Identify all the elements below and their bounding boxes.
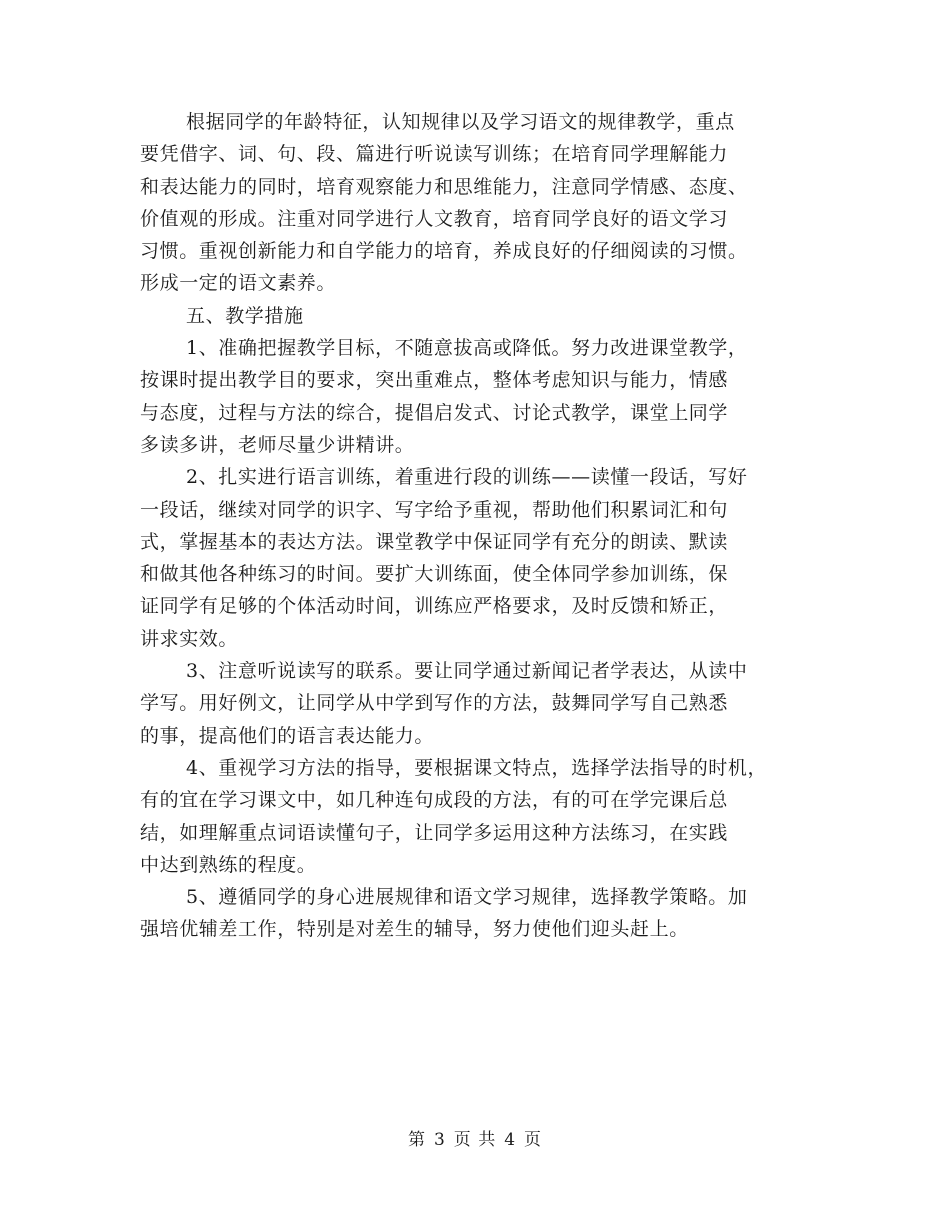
text-line: 3、注意听说读写的联系。要让同学通过新闻记者学表达，从读中 [186,660,748,683]
text-line: 2、扎实进行语言训练，着重进行段的训练——读懂一段话，写好 [186,466,748,489]
current-page-number: 3 [433,1130,446,1150]
text-line: 价值观的形成。注重对同学进行人文教育，培育同学良好的语文学习 [140,207,729,230]
text-line: 根据同学的年龄特征，认知规律以及学习语文的规律教学，重点 [186,111,735,133]
text-line: 的事，提高他们的语言表达能力。 [140,724,435,747]
text-line: 和做其他各种练习的时间。要扩大训练面，使全体同学参加训练，保 [140,563,729,586]
text-line: 和表达能力的同时，培育观察能力和思维能力，注意同学情感、态度、 [140,175,748,198]
text-line: 4、重视学习方法的指导，要根据课文特点，选择学法指导的时机， [186,756,768,779]
text-line: 证同学有足够的个体活动时间，训练应严格要求，及时反馈和矫正， [140,595,729,618]
text-line: 中达到熟练的程度。 [140,853,317,876]
text-line: 按课时提出教学目的要求，突出重难点，整体考虑知识与能力，情感 [140,369,729,392]
paragraph-measure-3 [140,655,812,752]
text-line: 多读多讲，老师尽量少讲精讲。 [140,433,415,456]
text-line: 与态度，过程与方法的综合，提倡启发式、讨论式教学，课堂上同学 [140,401,729,424]
text-line: 讲求实效。 [140,627,239,650]
text-line: 强培优辅差工作，特别是对差生的辅导，努力使他们迎头赶上。 [140,918,689,941]
paragraph-measure-4 [140,752,812,881]
text-line: 形成一定的语文素养。 [140,272,337,295]
page-label-mid: 页 共 [453,1130,497,1150]
text-line: 一段话，继续对同学的识字、写字给予重视，帮助他们积累词汇和句 [140,498,729,521]
text-line: 结，如理解重点词语读懂句子，让同学多运用这种方法练习，在实践 [140,821,729,844]
text-line: 1、准确把握教学目标，不随意拔高或降低。努力改进课堂教学， [186,337,748,360]
page-label-suffix: 页 [524,1130,543,1150]
paragraph-measure-5 [140,881,812,946]
text-line: 学写。用好例文，让同学从中学到写作的方法，鼓舞同学写自己熟悉 [140,692,729,715]
text-line: 习惯。重视创新能力和自学能力的培育，养成良好的仔细阅读的习惯。 [140,240,748,263]
section-heading: 五、教学措施 [186,304,304,327]
page-label-prefix: 第 [407,1130,426,1150]
text-line: 要凭借字、词、句、段、篇进行听说读写训练；在培育同学理解能力 [140,143,729,166]
paragraph-measure-2 [140,461,812,655]
text-line: 有的宜在学习课文中，如几种连句成段的方法，有的可在学完课后总 [140,789,729,812]
total-pages-number: 4 [504,1130,517,1150]
paragraph-teaching-focus [140,106,812,300]
section-heading-teaching-measures [140,300,812,332]
page-footer [0,1125,950,1150]
text-line: 5、遵循同学的身心进展规律和语文学习规律，选择教学策略。加 [186,886,748,909]
paragraph-measure-1 [140,332,812,461]
document-body [140,106,812,946]
text-line: 式，掌握基本的表达方法。课堂教学中保证同学有充分的朗读、默读 [140,530,729,553]
